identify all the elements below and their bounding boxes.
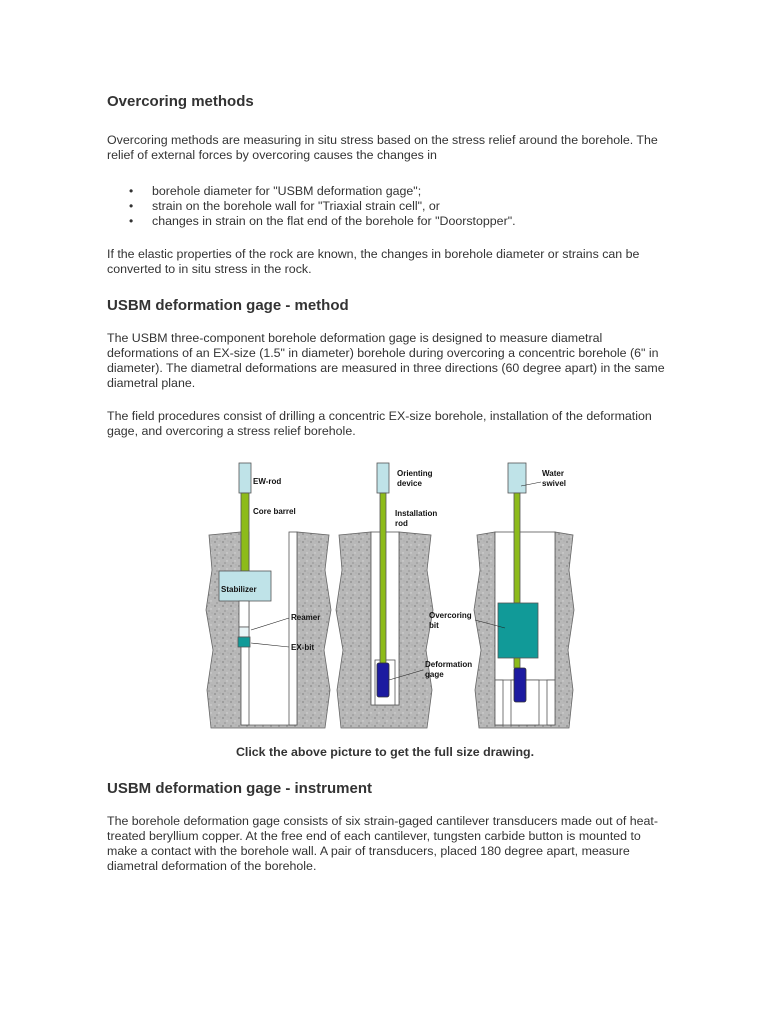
label-installation-2: rod bbox=[395, 519, 408, 528]
ex-bit bbox=[238, 637, 250, 647]
panel-drilling bbox=[206, 463, 331, 728]
label-orienting-1: Orienting bbox=[397, 469, 433, 478]
label-ew-rod: EW-rod bbox=[253, 477, 282, 486]
label-deformation-2: gage bbox=[425, 670, 444, 679]
reamer bbox=[239, 627, 249, 637]
overcoring-rod bbox=[514, 493, 520, 603]
label-water-2: swivel bbox=[542, 479, 567, 488]
core-barrel bbox=[241, 493, 249, 571]
overcoring-bit bbox=[498, 603, 538, 658]
method-paragraph-1: The USBM three-component borehole deformation gage is designed to measure diametral deformations of an EX-size (1.5" in diameter) borehole during overcoring a concentric borehole (6" in diameter). The diametral deformations are measured in three directions (60 degree apart) in the same diametral plane. bbox=[107, 331, 665, 390]
deformation-gage bbox=[377, 663, 389, 697]
rock-mass-1 bbox=[206, 532, 331, 728]
ew-rod bbox=[239, 463, 251, 493]
heading-overcoring-methods: Overcoring methods bbox=[107, 93, 254, 110]
panel-overcoring bbox=[429, 463, 574, 728]
label-overcoring-2: bit bbox=[429, 621, 439, 630]
instrument-paragraph: The borehole deformation gage consists of six strain-gaged cantilever transducers made out of heat-treated beryllium copper. At the free end of each cantilever, tungsten carbide button is mounted to make a contact with the borehole wall. A pair of transducers, placed 180 degree apart, measure diametral deformation of the borehole. bbox=[107, 814, 659, 873]
label-core-barrel: Core barrel bbox=[253, 507, 296, 516]
water-swivel bbox=[508, 463, 526, 493]
overcoring-outro: If the elastic properties of the rock are known, the changes in borehole diameter or strains can be converted to in situ stress in the rock. bbox=[107, 247, 640, 276]
installation-rod bbox=[380, 493, 386, 663]
label-overcoring-1: Overcoring bbox=[429, 611, 472, 620]
label-ex-bit: EX-bit bbox=[291, 643, 315, 652]
orienting-device bbox=[377, 463, 389, 493]
overcoring-bullet-list bbox=[107, 184, 667, 229]
label-installation-1: Installation bbox=[395, 509, 438, 518]
figure-caption[interactable]: Click the above picture to get the full size drawing. bbox=[235, 745, 535, 759]
heading-usbm-method: USBM deformation gage - method bbox=[107, 297, 349, 314]
label-stabilizer: Stabilizer bbox=[221, 585, 257, 594]
label-deformation-1: Deformation bbox=[425, 660, 473, 669]
label-water-1: Water bbox=[542, 469, 564, 478]
method-paragraph-2: The field procedures consist of drilling a concentric EX-size borehole, installation of the deformation gage, and overcoring a stress relief borehole. bbox=[107, 409, 652, 438]
document-content bbox=[107, 88, 667, 874]
list-item: • borehole diameter for "USBM deformation gage"; bbox=[129, 184, 667, 199]
overcoring-diagram[interactable] bbox=[205, 460, 575, 735]
list-item: • changes in strain on the flat end of the borehole for "Doorstopper". bbox=[129, 214, 667, 229]
label-orienting-2: device bbox=[397, 479, 422, 488]
overcoring-figure[interactable] bbox=[107, 460, 667, 735]
overcoring-intro: Overcoring methods are measuring in situ stress based on the stress relief around the borehole. The relief of external forces by overcoring causes the changes in bbox=[107, 133, 658, 162]
deformation-gage-2 bbox=[514, 668, 526, 702]
list-item: • strain on the borehole wall for "Triaxial strain cell", or bbox=[129, 199, 667, 214]
label-reamer: Reamer bbox=[291, 613, 321, 622]
panel-installation bbox=[336, 463, 472, 728]
heading-usbm-instrument: USBM deformation gage - instrument bbox=[107, 780, 373, 797]
